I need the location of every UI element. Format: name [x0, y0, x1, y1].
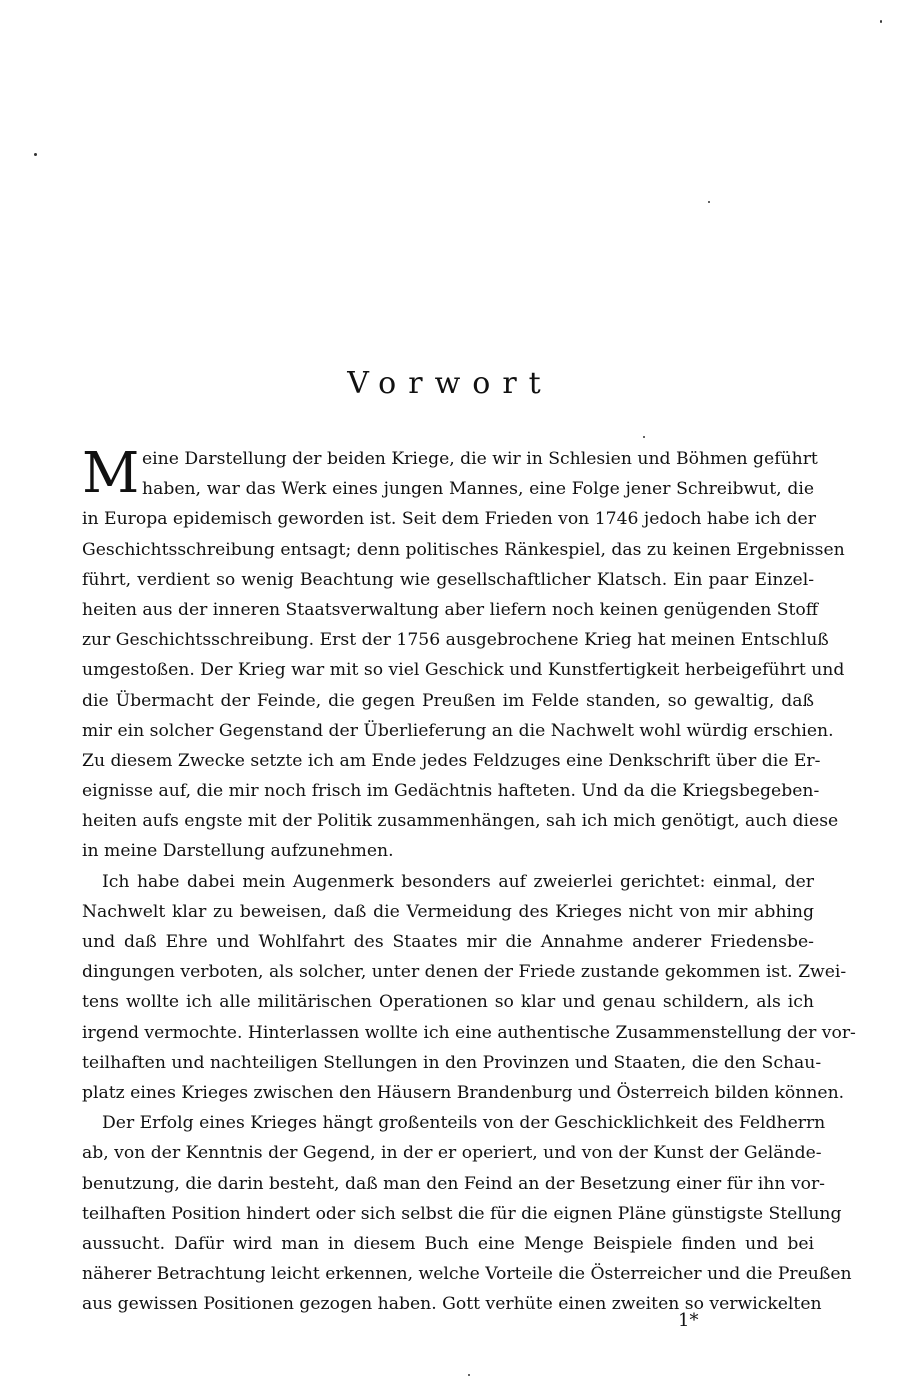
page-number: 1*: [678, 1310, 699, 1331]
text-line: in Europa epidemisch geworden ist. Seit dem Frieden von 1746 jedoch habe ich der: [82, 509, 816, 530]
text-line: Der Erfolg eines Krieges hängt großenteils von der Geschicklichkeit des Feldherrn: [102, 1113, 826, 1134]
text-line: die Übermacht der Feinde, die gegen Preußen im Felde standen, so gewaltig, daß: [82, 690, 814, 711]
paragraph: [82, 1108, 852, 1319]
text-line: aus gewissen Positionen gezogen haben. Gott verhüte einen zweiten so verwickelten: [82, 1294, 822, 1315]
text-line: tens wollte ich alle militärischen Operationen so klar und genau schildern, als ich: [82, 992, 814, 1013]
text-line: Nachwelt klar zu beweisen, daß die Vermeidung des Krieges nicht von mir abhing: [82, 901, 814, 922]
speck-mark: [708, 201, 710, 203]
paragraph: [82, 441, 845, 867]
text-line: Zu diesem Zwecke setzte ich am Ende jedes Feldzuges eine Denkschrift über die Er-: [82, 750, 821, 771]
speck-mark: [880, 20, 882, 23]
text-line-content: eine Darstellung der beiden Kriege, die wir in Schlesien und Böhmen geführt: [142, 449, 818, 469]
speck-mark: [468, 1374, 470, 1376]
text-line: heiten aus der inneren Staatsverwaltung aber liefern noch keinen genügenden Stoff: [82, 599, 818, 620]
text-line: teilhaften Position hindert oder sich selbst die für die eignen Pläne günstigste Stellung: [82, 1203, 842, 1224]
text-line: Geschichtsschreibung entsagt; denn politisches Ränkespiel, das zu keinen Ergebnissen: [82, 539, 845, 560]
text-line: führt, verdient so wenig Beachtung wie gesellschaftlicher Klatsch. Ein paar Einzel-: [82, 569, 814, 590]
text-line: heiten aufs engste mit der Politik zusammenhängen, sah ich mich genötigt, auch diese: [82, 811, 839, 832]
text-line: näherer Betrachtung leicht erkennen, welche Vorteile die Österreicher und die Preußen: [82, 1264, 852, 1285]
speck-mark: [643, 436, 645, 438]
text-line: ab, von der Kenntnis der Gegend, in der er operiert, und von der Kunst der Gelände-: [82, 1143, 822, 1164]
text-line: irgend vermochte. Hinterlassen wollte ich eine authentische Zusammenstellung der vor-: [82, 1022, 856, 1043]
text-line: teilhaften und nachteiligen Stellungen in den Provinzen und Staaten, die den Schau-: [82, 1052, 822, 1073]
text-line: dingungen verboten, als solcher, unter denen der Friede zustande gekommen ist. Zwei-: [82, 962, 847, 983]
text-line: platz eines Krieges zwischen den Häusern Brandenburg und Österreich bilden können.: [82, 1082, 845, 1103]
dropcap-initial: M: [82, 441, 140, 506]
paragraph: [82, 867, 856, 1109]
text-line: benutzung, die darin besteht, daß man den Feind an der Besetzung einer für ihn vor-: [82, 1173, 825, 1194]
text-line: zur Geschichtsschreibung. Erst der 1756 ausgebrochene Krieg hat meinen Entschluß: [82, 630, 829, 651]
text-line: und daß Ehre und Wohlfahrt des Staates mir die Annahme anderer Friedensbe-: [82, 932, 814, 952]
text-line: haben, war das Werk eines jungen Mannes, eine Folge jener Schreibwut, die: [142, 479, 814, 500]
body-text: [82, 441, 856, 1319]
page-title: Vorwort: [347, 366, 553, 401]
text-line: mir ein solcher Gegenstand der Überlieferung an die Nachwelt wohl würdig erschien.: [82, 720, 834, 741]
text-line: aussucht. Dafür wird man in diesem Buch eine Menge Beispiele finden und bei: [82, 1233, 814, 1254]
speck-mark: [34, 153, 37, 156]
text-line: Ich habe dabei mein Augenmerk besonders auf zweierlei gerichtet: einmal, der: [102, 871, 814, 892]
text-line: eignisse auf, die mir noch frisch im Gedächtnis hafteten. Und da die Kriegsbegeben-: [82, 781, 820, 802]
text-line: umgestoßen. Der Krieg war mit so viel Geschick und Kunstfertigkeit herbeigeführt und: [82, 660, 845, 681]
text-line: in meine Darstellung aufzunehmen.: [82, 841, 394, 862]
